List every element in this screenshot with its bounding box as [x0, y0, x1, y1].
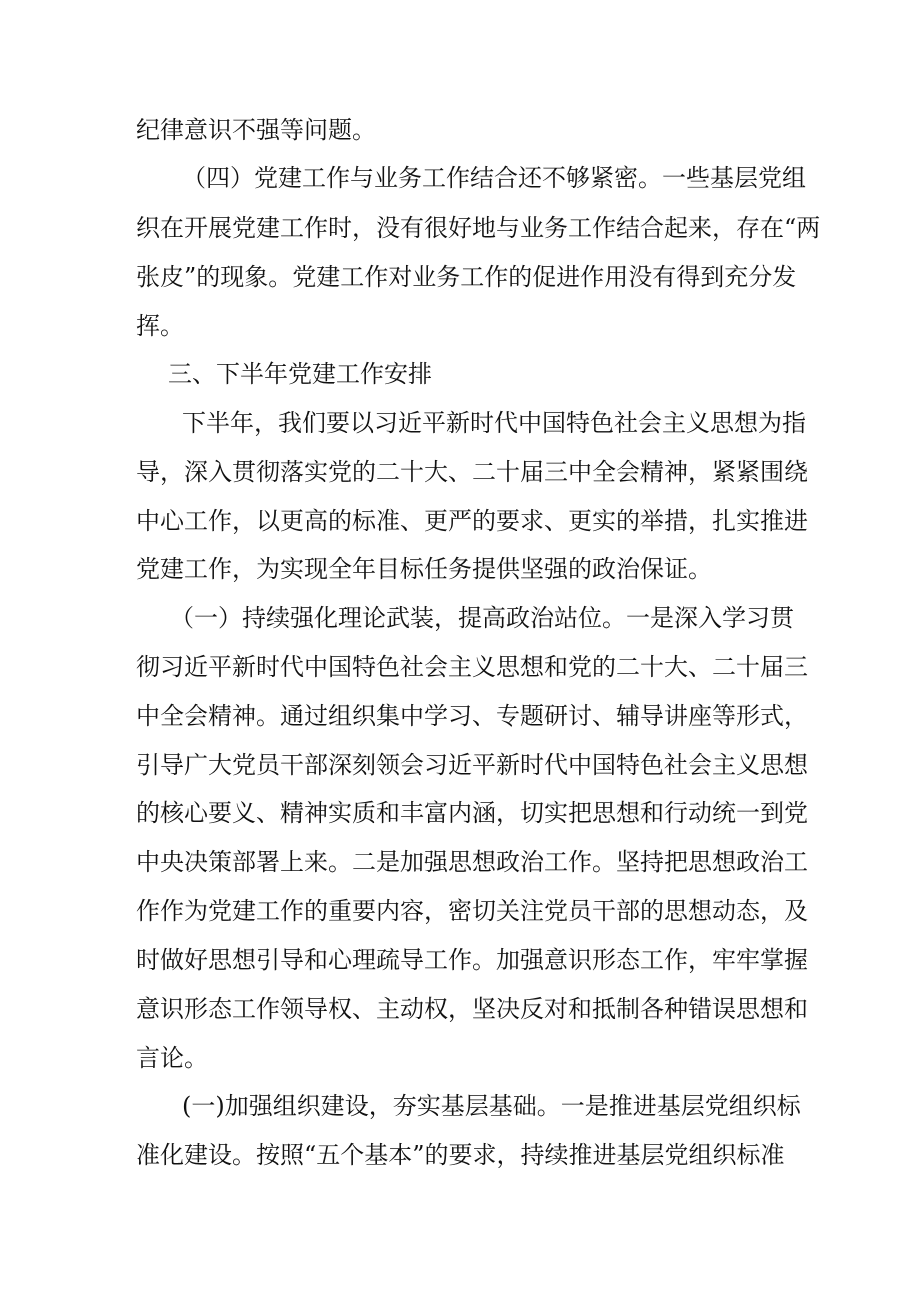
paragraph-line: (一)加强组织建设，夯实基层基础。一是推进基层党组织标: [182, 1092, 801, 1120]
paragraph-line: （四）党建工作与业务工作结合还不够紧密。一些基层党组: [182, 164, 806, 192]
paragraph-line: 导，深入贯彻落实党的二十大、二十届三中全会精神，紧紧围绕: [136, 458, 808, 486]
paragraph-line: 时做好思想引导和心理疏导工作。加强意识形态工作，牢牢掌握: [136, 946, 808, 974]
paragraph-line: 言论。: [136, 1044, 208, 1072]
paragraph-line: 中央决策部署上来。二是加强思想政治工作。坚持把思想政治工: [136, 848, 808, 876]
paragraph-line: 意识形态工作领导权、主动权，坚决反对和抵制各种错误思想和: [136, 995, 808, 1023]
paragraph-line: 准化建设。按照“五个基本”的要求，持续推进基层党组织标准: [136, 1141, 785, 1169]
paragraph-line: 彻习近平新时代中国特色社会主义思想和党的二十大、二十届三: [136, 653, 808, 681]
paragraph-line: 引导广大党员干部深刻领会习近平新时代中国特色社会主义思想: [136, 751, 808, 779]
paragraph-line: 党建工作，为实现全年目标任务提供坚强的政治保证。: [136, 555, 712, 583]
paragraph-line: 张皮”的现象。党建工作对业务工作的促进作用没有得到充分发: [136, 263, 797, 291]
section-heading: 三、下半年党建工作安排: [168, 360, 432, 388]
paragraph-line: 下半年，我们要以习近平新时代中国特色社会主义思想为指: [182, 409, 806, 437]
paragraph-line: 的核心要义、精神实质和丰富内涵，切实把思想和行动统一到党: [136, 799, 808, 827]
paragraph-line: （一）持续强化理论武装，提高政治站位。一是深入学习贯: [170, 604, 794, 632]
paragraph-line: 中全会精神。通过组织集中学习、专题研讨、辅导讲座等形式，: [136, 702, 808, 730]
paragraph-line: 纪律意识不强等问题。: [136, 116, 376, 144]
paragraph-line: 中心工作，以更高的标准、更严的要求、更实的举措，扎实推进: [136, 507, 808, 535]
paragraph-line: 织在开展党建工作时，没有很好地与业务工作结合起来，存在“两: [136, 214, 821, 242]
paragraph-line: 挥。: [136, 312, 184, 340]
paragraph-line: 作作为党建工作的重要内容，密切关注党员干部的思想动态，及: [136, 897, 808, 925]
